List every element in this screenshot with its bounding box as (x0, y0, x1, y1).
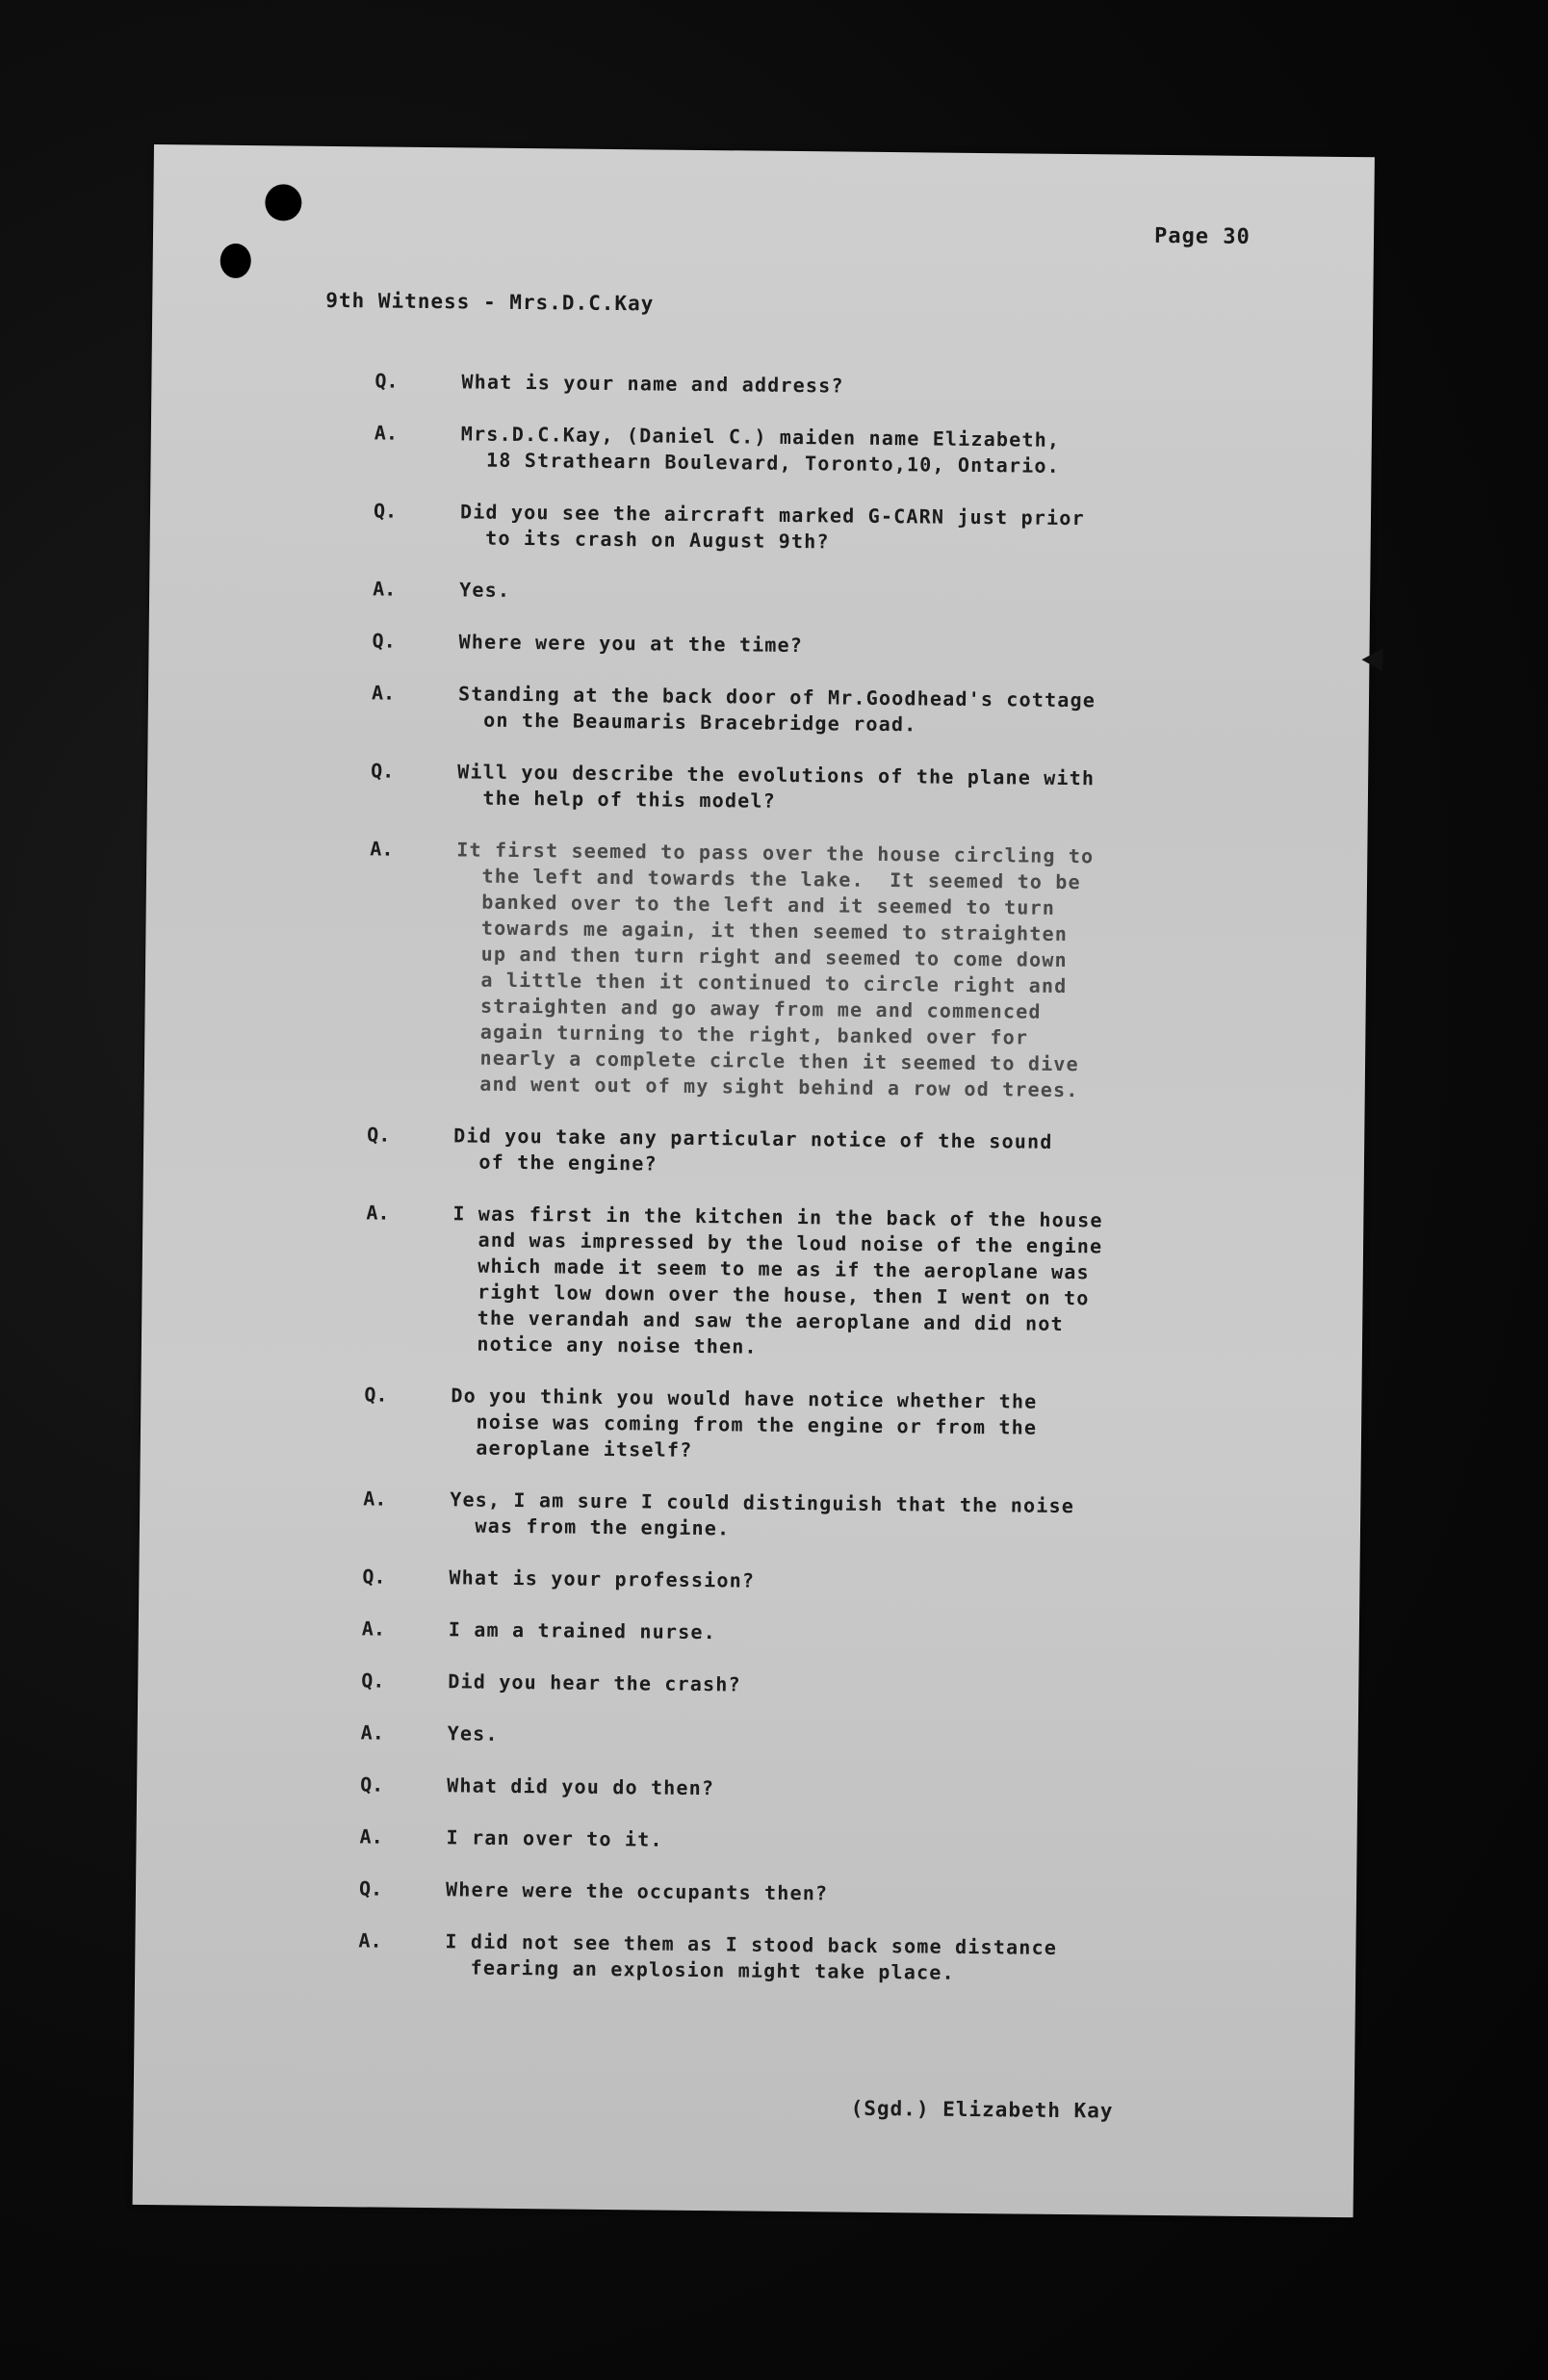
entry-text: I ran over to it. (446, 1825, 663, 1851)
entry-text: What is your name and address? (461, 370, 844, 398)
entry-text: Yes. (447, 1721, 499, 1746)
answer-entry (373, 576, 1335, 611)
entry-text: Standing at the back door of Mr.Goodhead's cottage on the Beaumaris Bracebridge road. (457, 682, 1096, 737)
answer-entry (361, 1720, 1324, 1755)
entry-text: Did you hear the crash? (448, 1669, 741, 1696)
answer-entry (374, 420, 1337, 481)
question-entry (372, 628, 1334, 663)
entry-marker: A. (359, 1824, 383, 1849)
entry-text: Yes, I am sure I could distinguish that the noise was from the engine. (449, 1488, 1075, 1540)
entry-marker: A. (361, 1617, 386, 1641)
entry-marker: Q. (358, 1876, 383, 1901)
entry-marker: Q. (360, 1772, 384, 1797)
entry-marker: A. (374, 421, 399, 445)
question-entry (361, 1668, 1324, 1703)
page-number: Page 30 (1153, 223, 1251, 249)
question-entry (371, 758, 1334, 819)
punch-hole (220, 244, 251, 278)
entry-text: It first seemed to pass over the house circling to the left and towards the lake. It seemed to be banked over to the left and it seemed to turn towards me again, it then seemed to straighten up and then turn right and seemed to come down a little then it continued to circle right and straighten and go away from me and commenced again turning to the right, banked over for nearly a complete circle then it seemed to dive and went out of my sight behind a row od trees. (453, 838, 1095, 1102)
entry-text: Where were the occupants then? (445, 1877, 829, 1905)
entry-text: Did you see the aircraft marked G-CARN just prior to its crash on August 9th? (459, 500, 1085, 554)
entry-text: Where were you at the time? (458, 630, 804, 658)
entry-text: Did you take any particular notice of the sound of the engine? (452, 1124, 1053, 1176)
question-entry (359, 1876, 1322, 1911)
punch-hole (265, 184, 301, 220)
question-entry (367, 1122, 1330, 1183)
entry-text: I was first in the kitchen in the back of the house and was impressed by the loud noise of the engine which made it seem to me as if the aeroplane was right low down over the house, then I went on to the verandah and saw the aeroplane and did not notice any noise then. (451, 1202, 1103, 1358)
document-page (133, 144, 1375, 2217)
entry-marker: Q. (371, 759, 395, 783)
entry-text: Mrs.D.C.Kay, (Daniel C.) maiden name Elizabeth, 18 Strathearn Boulevard, Toronto,10, Ontario. (460, 422, 1061, 478)
entry-marker: A. (358, 1928, 382, 1953)
entry-marker: Q. (372, 629, 396, 653)
question-entry (360, 1772, 1323, 1807)
entry-text: Will you describe the evolutions of the plane with the help of this model? (456, 760, 1096, 813)
answer-entry (362, 1616, 1325, 1651)
answer-entry (368, 836, 1333, 1105)
question-entry (374, 368, 1337, 403)
paper-tear-mark (1361, 648, 1382, 671)
witness-heading: 9th Witness - Mrs.D.C.Kay (325, 288, 655, 316)
entry-text: I did not see them as I stood back some distance fearing an explosion might take place. (445, 1929, 1058, 1984)
entry-marker: A. (370, 837, 394, 861)
entry-marker: Q. (374, 369, 399, 393)
answer-entry (372, 680, 1335, 741)
answer-entry (365, 1200, 1329, 1365)
entry-marker: Q. (361, 1669, 385, 1693)
entry-marker: A. (360, 1720, 384, 1745)
entry-text: Do you think you would have notice whether the noise was coming from the engine or from the aeroplane itself? (450, 1384, 1038, 1462)
entry-marker: Q. (373, 499, 398, 523)
testimony-list (358, 368, 1338, 2015)
entry-marker: A. (373, 577, 397, 601)
answer-entry (363, 1486, 1327, 1547)
answer-entry (358, 1927, 1322, 1989)
question-entry (374, 498, 1337, 559)
entry-marker: A. (371, 681, 396, 705)
entry-text: I am a trained nurse. (448, 1617, 717, 1644)
answer-entry (359, 1824, 1322, 1859)
question-entry (362, 1564, 1325, 1599)
signature-line: (Sgd.) Elizabeth Kay (850, 2096, 1114, 2123)
entry-text: Yes. (459, 578, 511, 602)
entry-marker: A. (366, 1201, 390, 1225)
entry-marker: Q. (364, 1383, 388, 1407)
entry-text: What is your profession? (449, 1565, 756, 1592)
entry-marker: A. (363, 1487, 387, 1511)
question-entry (364, 1382, 1328, 1469)
entry-marker: Q. (367, 1123, 391, 1147)
entry-marker: Q. (362, 1565, 386, 1589)
entry-text: What did you do then? (447, 1773, 715, 1800)
